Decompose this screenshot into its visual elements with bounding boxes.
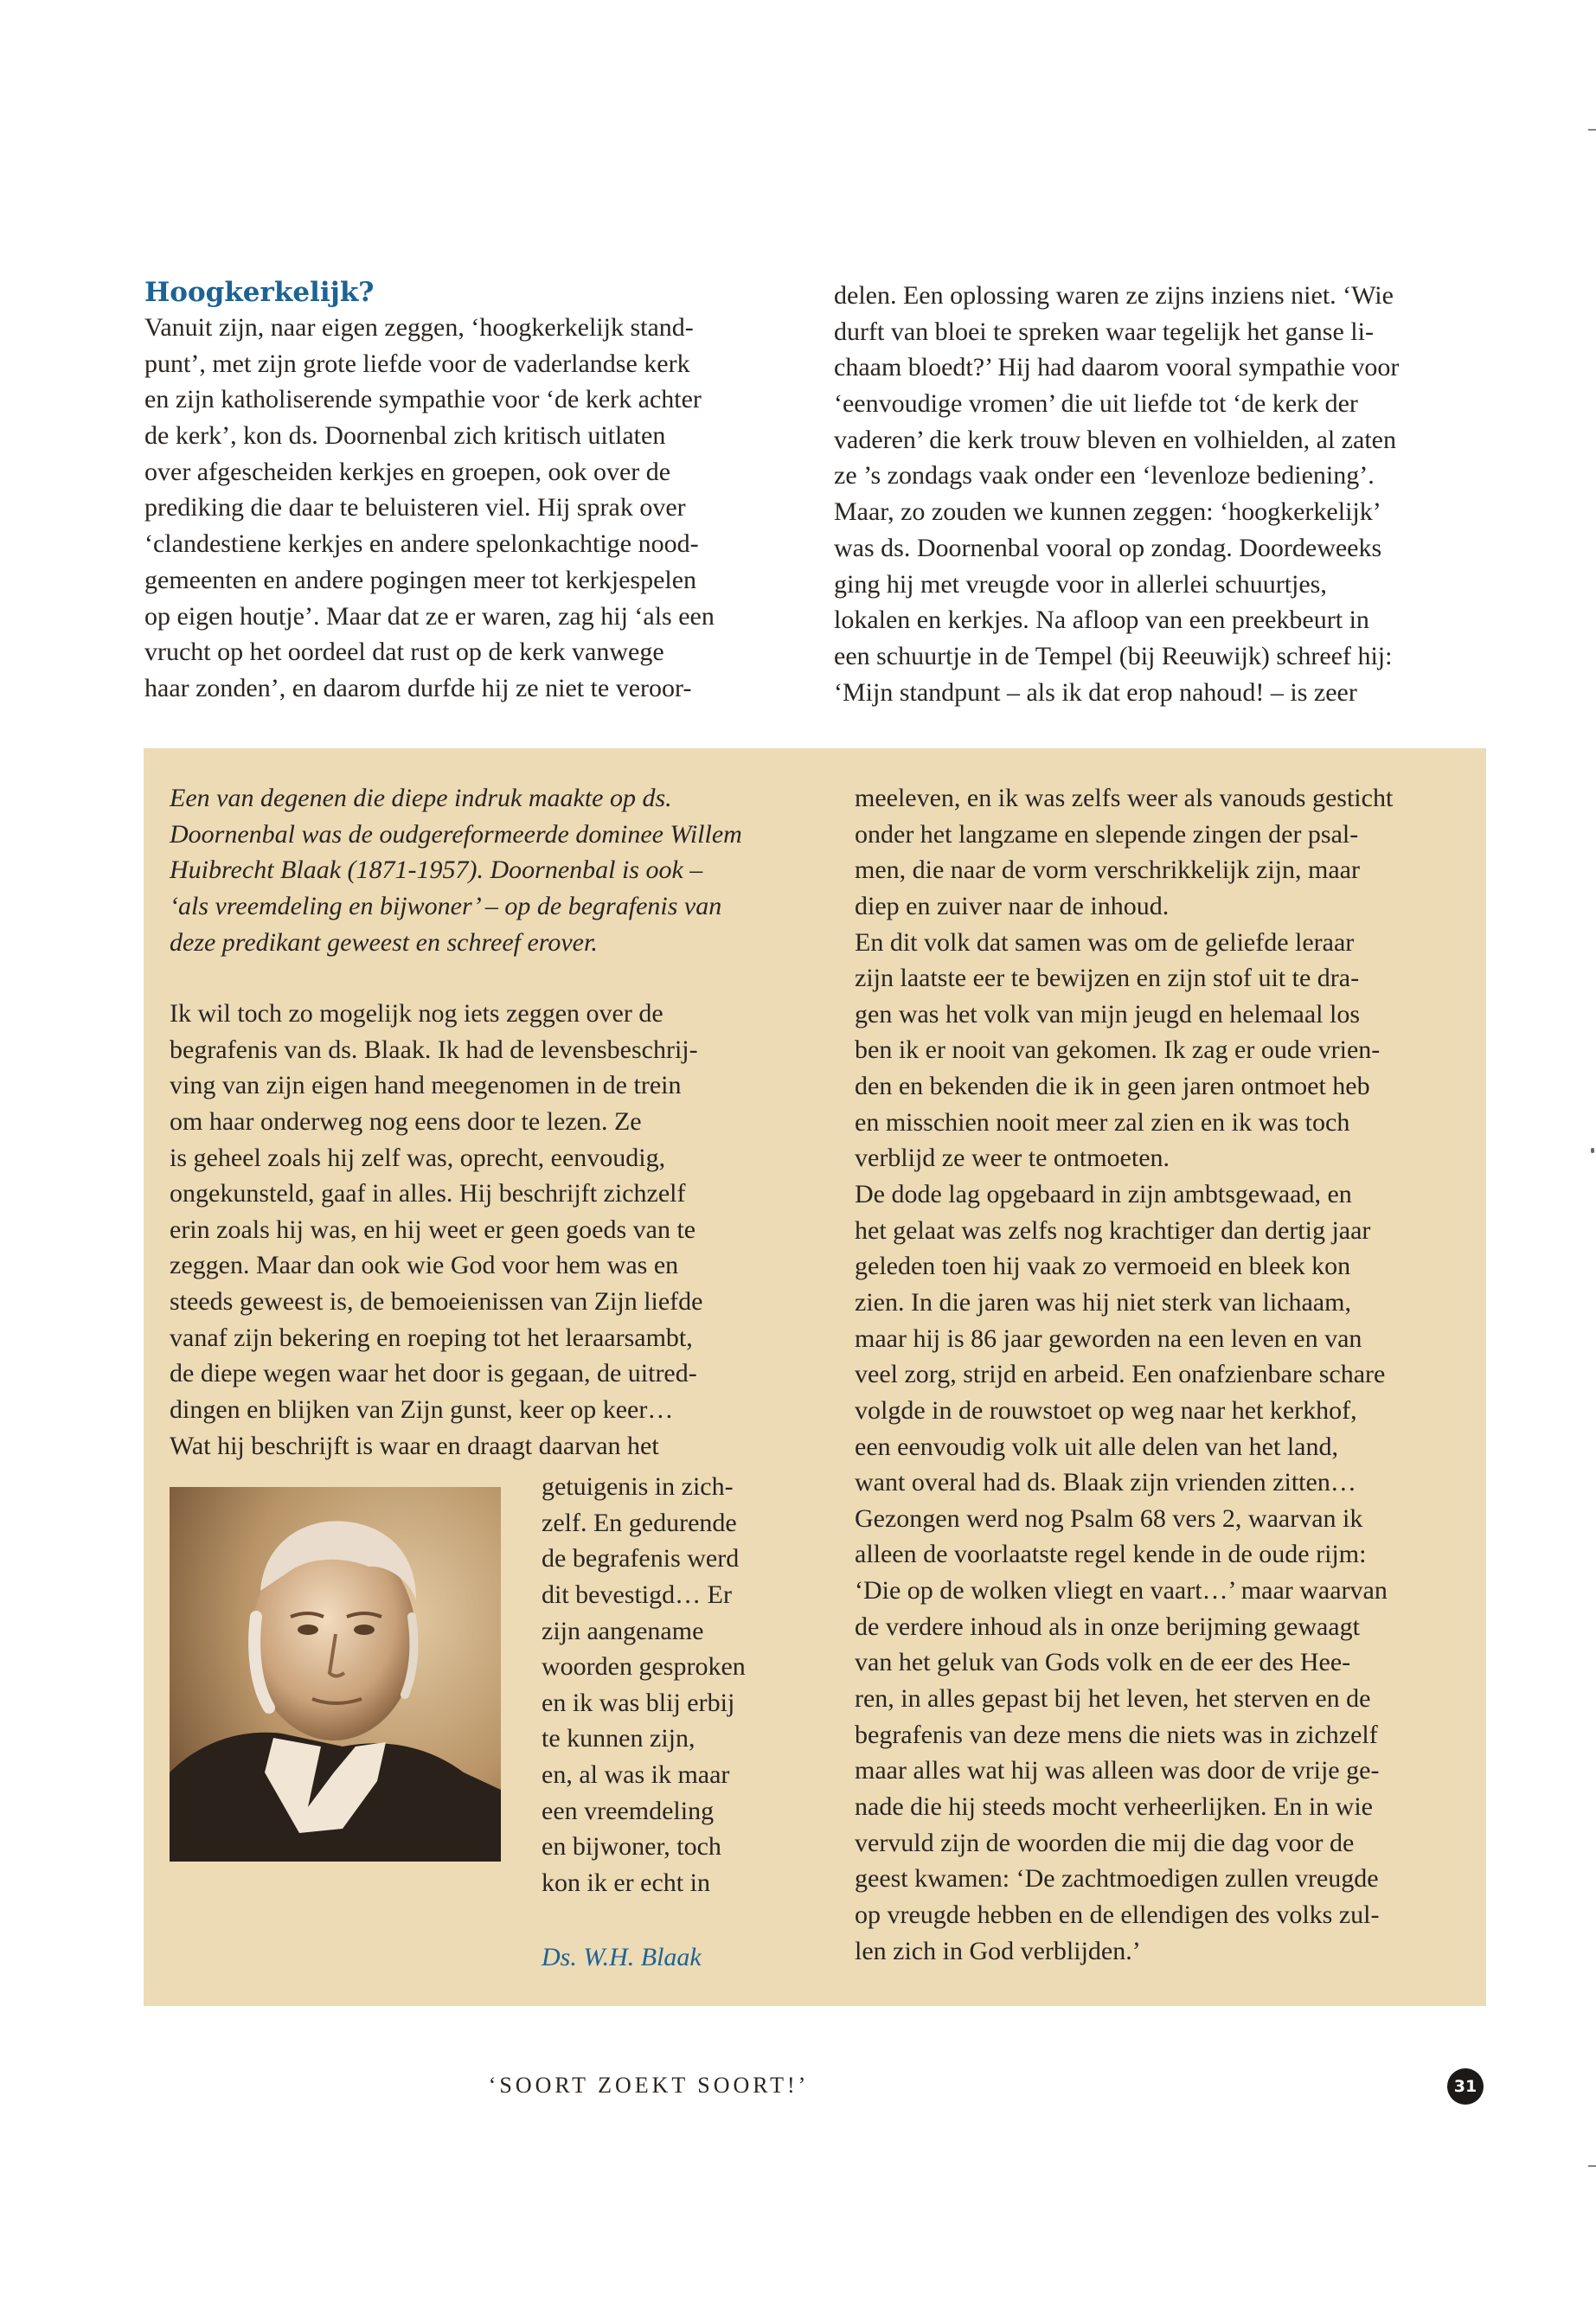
text-line: den en bekenden die ik in geen jaren ontmoet heb xyxy=(855,1072,1370,1101)
text-line: En dit volk dat samen was om de geliefde leraar xyxy=(855,927,1355,957)
text-line: punt’, met zijn grote liefde voor de vaderlandse kerk xyxy=(144,349,690,378)
text-line: De dode lag opgebaard in zijn ambtsgewaad, en xyxy=(855,1180,1352,1209)
page-number-badge: 31 xyxy=(1447,2068,1484,2105)
text-line: vrucht op het oordeel dat rust op de kerk vanwege xyxy=(144,638,664,667)
text-line: kon ik er echt in xyxy=(542,1868,710,1898)
portrait-photo xyxy=(170,1487,501,1862)
text-line: durft van bloei te spreken waar tegelijk het ganse li- xyxy=(834,317,1374,346)
text-line: prediking die daar te beluisteren viel. Hij sprak over xyxy=(144,493,686,522)
sidebar-story-wrap-text xyxy=(542,1469,801,1901)
text-line: zeggen. Maar dan ook wie God voor hem was en xyxy=(170,1251,679,1280)
portrait-illustration xyxy=(170,1487,501,1862)
text-line: ze ’s zondags vaak onder een ‘levenloze bediening’. xyxy=(834,461,1375,490)
text-line: lokalen en kerkjes. Na afloop van een preekbeurt in xyxy=(834,606,1369,635)
text-line: Doornenbal was de oudgereformeerde dominee Willem xyxy=(170,819,742,849)
text-line: alleen de voorlaatste regel kende in de oude rijm: xyxy=(855,1540,1367,1569)
text-line: len zich in God verblijden.’ xyxy=(855,1936,1141,1965)
text-line: zelf. En gedurende xyxy=(542,1508,737,1537)
sidebar-intro xyxy=(170,780,792,960)
sidebar-intro-text xyxy=(170,780,792,960)
text-line: ben ik er nooit van gekomen. Ik zag er oude vrien- xyxy=(855,1035,1381,1065)
text-line: de kerk’, kon ds. Doornenbal zich kritisch uitlaten xyxy=(144,421,666,451)
text-line: ving van zijn eigen hand meegenomen in de trein xyxy=(170,1071,682,1100)
text-line: het gelaat was zelfs nog krachtiger dan dertig jaar xyxy=(855,1215,1371,1245)
text-line: zijn laatste eer te bewijzen en zijn stof uit te dra- xyxy=(855,964,1360,993)
text-line: ‘Die op de wolken vliegt en vaart…’ maar waarvan xyxy=(855,1576,1388,1606)
text-line: de begrafenis werd xyxy=(542,1544,740,1574)
text-line: een schuurtje in de Tempel (bij Reeuwijk) schreef hij: xyxy=(834,641,1393,670)
text-line: chaam bloedt?’ Hij had daarom vooral sympathie voor xyxy=(834,353,1400,382)
running-footer-title: ‘SOORT ZOEKT SOORT!’ xyxy=(488,2073,810,2098)
text-line: veel zorg, strijd en arbeid. Een onafzienbare schare xyxy=(855,1360,1386,1389)
text-line: Maar, zo zouden we kunnen zeggen: ‘hoogkerkelijk’ xyxy=(834,497,1381,527)
text-line: ren, in alles gepast bij het leven, het sterven en de xyxy=(855,1684,1371,1714)
sidebar-story-left xyxy=(170,996,792,1464)
text-line: en, al was ik maar xyxy=(542,1760,730,1790)
text-line: ‘Mijn standpunt – als ik dat erop nahoud! – is zeer xyxy=(834,677,1357,707)
text-line: ging hij met vreugde voor in allerlei schuurtjes, xyxy=(834,569,1327,599)
text-line: de diepe wegen waar het door is gegaan, de uitred- xyxy=(170,1359,697,1388)
text-line: ‘clandestiene kerkjes en andere spelonkachtige nood- xyxy=(144,529,699,559)
text-line: nade die hij steeds mocht verheerlijken. En in wie xyxy=(855,1791,1373,1821)
text-line: op vreugde hebben en de ellendigen des volks zul- xyxy=(855,1900,1380,1929)
text-line: maar alles wat hij was alleen was door de vrije ge- xyxy=(855,1756,1380,1785)
text-line: verblijd ze weer te ontmoeten. xyxy=(855,1144,1170,1173)
text-line: Vanuit zijn, naar eigen zeggen, ‘hoogkerkelijk stand- xyxy=(144,313,694,342)
text-line: en bijwoner, toch xyxy=(542,1832,721,1862)
text-line: vervuld zijn de woorden die mij die dag voor de xyxy=(855,1828,1355,1857)
text-line: getuigenis in zich- xyxy=(542,1472,734,1501)
text-line: geest kwamen: ‘De zachtmoedigen zullen vreugde xyxy=(855,1864,1379,1894)
text-line: deze predikant geweest en schreef erover. xyxy=(170,927,598,957)
text-line: men, die naar de vorm verschrikkelijk zijn, maar xyxy=(855,856,1360,885)
sidebar-story-right-text xyxy=(855,780,1477,1969)
portrait-caption: Ds. W.H. Blaak xyxy=(542,1943,702,1971)
text-line: onder het langzame en slepende zingen der psal- xyxy=(855,819,1359,849)
text-line: Huibrecht Blaak (1871-1957). Doornenbal is ook – xyxy=(170,856,703,885)
text-line: en zijn katholiserende sympathie voor ‘de kerk achter xyxy=(144,385,702,414)
sidebar-story-left-text xyxy=(170,996,792,1464)
text-line: steeds geweest is, de bemoeienissen van Zijn liefde xyxy=(170,1287,703,1317)
sidebar-box xyxy=(144,748,1486,2006)
text-line: diep en zuiver naar de inhoud. xyxy=(855,891,1170,920)
article-left-text xyxy=(144,310,789,707)
text-line: is geheel zoals hij zelf was, oprecht, eenvoudig, xyxy=(170,1143,666,1172)
text-line: dit bevestigd… Er xyxy=(542,1580,732,1609)
text-line: vaderen’ die kerk trouw bleven en volhielden, al zaten xyxy=(834,425,1396,454)
text-line: gemeenten en andere pogingen meer tot kerkjespelen xyxy=(144,565,697,594)
article-right-text xyxy=(834,278,1491,710)
sidebar-story-right xyxy=(855,780,1477,1969)
crop-mark-top xyxy=(1588,129,1596,131)
text-line: woorden gesproken xyxy=(542,1652,746,1682)
text-line: meeleven, en ik was zelfs weer als vanouds gesticht xyxy=(855,784,1394,812)
text-line: over afgescheiden kerkjes en groepen, ook over de xyxy=(144,457,671,486)
article-left-column xyxy=(144,275,789,707)
text-line: begrafenis van deze mens die niets was in zichzelf xyxy=(855,1720,1378,1749)
sidebar-story-wrap xyxy=(542,1469,801,1901)
text-line: dingen en blijken van Zijn gunst, keer op keer… xyxy=(170,1395,674,1425)
text-line: zijn aangename xyxy=(542,1616,704,1645)
text-line: geleden toen hij vaak zo vermoeid en bleek kon xyxy=(855,1252,1351,1281)
text-line: maar hij is 86 jaar geworden na een leven en van xyxy=(855,1324,1362,1353)
text-line: Ik wil toch zo mogelijk nog iets zeggen over de xyxy=(170,999,663,1028)
registration-mark xyxy=(1591,1148,1594,1153)
text-line: volgde in de rouwstoet op weg naar het kerkhof, xyxy=(855,1395,1357,1425)
text-line: gen was het volk van mijn jeugd en helemaal los xyxy=(855,999,1361,1029)
text-line: en misschien nooit meer zal zien en ik was toch xyxy=(855,1107,1350,1137)
text-line: begrafenis van ds. Blaak. Ik had de levensbeschrij- xyxy=(170,1035,698,1064)
text-line: zien. In die jaren was hij niet sterk van lichaam, xyxy=(855,1287,1351,1317)
text-line: ‘als vreemdeling en bijwoner’ – op de begrafenis van xyxy=(170,891,722,920)
text-line: op eigen houtje’. Maar dat ze er waren, zag hij ‘als een xyxy=(144,601,715,631)
text-line: ongekunsteld, gaaf in alles. Hij beschrijft zichzelf xyxy=(170,1179,686,1208)
section-heading: Hoogkerkelijk? xyxy=(144,277,375,308)
text-line: haar zonden’, en daarom durfde hij ze niet te veroor- xyxy=(144,673,692,702)
text-line: want overal had ds. Blaak zijn vrienden zitten… xyxy=(855,1468,1356,1497)
text-line: delen. Een oplossing waren ze zijns inziens niet. ‘Wie xyxy=(834,281,1394,310)
text-line: te kunnen zijn, xyxy=(542,1724,695,1753)
text-line: om haar onderweg nog eens door te lezen. Ze xyxy=(170,1106,642,1136)
text-line: erin zoals hij was, en hij weet er geen goeds van te xyxy=(170,1215,696,1244)
text-line: Gezongen werd nog Psalm 68 vers 2, waarvan ik xyxy=(855,1503,1363,1533)
text-line: en ik was blij erbij xyxy=(542,1688,735,1717)
text-line: Een van degenen die diepe indruk maakte op ds. xyxy=(170,784,672,812)
text-line: van het geluk van Gods volk en de eer des Hee- xyxy=(855,1648,1351,1677)
crop-mark-bottom xyxy=(1588,2165,1596,2167)
text-line: Wat hij beschrijft is waar en draagt daarvan het xyxy=(170,1431,659,1460)
article-right-column xyxy=(834,278,1491,710)
text-line: ‘eenvoudige vromen’ die uit liefde tot ‘de kerk der xyxy=(834,389,1358,419)
text-line: een vreemdeling xyxy=(542,1796,715,1825)
text-line: was ds. Doornenbal vooral op zondag. Doordeweeks xyxy=(834,533,1382,562)
text-line: een eenvoudig volk uit alle delen van het land, xyxy=(855,1432,1338,1461)
text-line: de verdere inhoud als in onze berijming gewaagt xyxy=(855,1612,1360,1641)
text-line: vanaf zijn bekering en roeping tot het leraarsambt, xyxy=(170,1323,693,1352)
